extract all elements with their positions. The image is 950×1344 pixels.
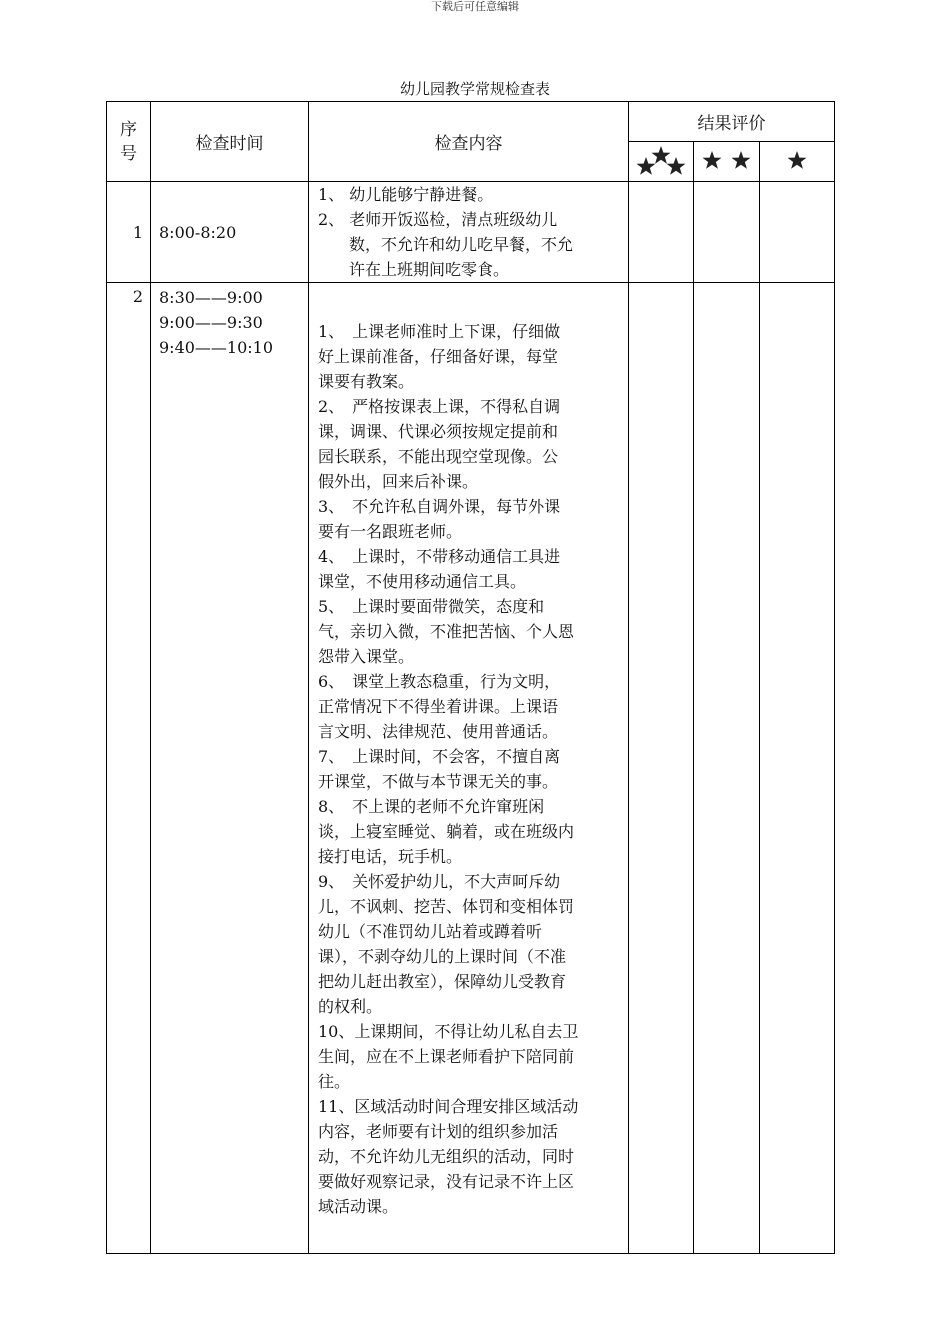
content-line: 课），不剥夺幼儿的上课时间（不准 bbox=[318, 947, 567, 966]
content-line: 数，不允许和幼儿吃早餐，不允 bbox=[349, 235, 574, 254]
content-line: 开课堂，不做与本节课无关的事。 bbox=[318, 772, 559, 791]
content-line: 域活动课。 bbox=[318, 1197, 399, 1216]
content-line: 课堂，不使用移动通信工具。 bbox=[318, 572, 527, 591]
content-line: 生间，应在不上课老师看护下陪同前 bbox=[318, 1047, 575, 1066]
content-line: 把幼儿赶出教室），保障幼儿受教育 bbox=[318, 972, 567, 991]
content-line: 1、 幼儿能够宁静进餐。 bbox=[318, 185, 494, 204]
content-line: 10、上课期间，不得让幼儿私自去卫 bbox=[318, 1022, 579, 1041]
content-line: 内容，老师要有计划的组织参加活 bbox=[318, 1122, 559, 1141]
content-line: 许在上班期间吃零食。 bbox=[349, 260, 510, 279]
content-line: 幼儿（不准罚幼儿站着或蹲着听 bbox=[318, 922, 543, 941]
rating-one-star bbox=[760, 142, 835, 182]
content-line: 8、 不上课的老师不允许窜班闲 bbox=[318, 797, 545, 816]
content-line: 好上课前准备，仔细备好课，每堂 bbox=[318, 347, 559, 366]
rating-cell[interactable] bbox=[760, 283, 835, 1254]
rating-cell[interactable] bbox=[760, 182, 835, 283]
header-content: 检查内容 bbox=[309, 102, 629, 182]
one-star-icon bbox=[785, 148, 809, 172]
content-line: 气，亲切入微，不准把苦恼、个人恩 bbox=[318, 622, 575, 641]
header-seq-line1: 序 bbox=[120, 119, 137, 140]
content-line: 3、 不允许私自调外课，每节外课 bbox=[318, 497, 561, 516]
row-time bbox=[151, 283, 309, 1254]
content-line: 的权利。 bbox=[318, 997, 383, 1016]
time-line: 8:30——9:00 bbox=[159, 288, 263, 307]
content-line: 2、 严格按课表上课，不得私自调 bbox=[318, 397, 561, 416]
header-note: 下载后可任意编辑 bbox=[431, 0, 519, 13]
time-line: 8:00-8:20 bbox=[159, 222, 237, 242]
content-line: 课要有教案。 bbox=[318, 372, 415, 391]
header-seq bbox=[107, 102, 151, 182]
content-line: 谈，上寝室睡觉、躺着，或在班级内 bbox=[318, 822, 575, 841]
row-content bbox=[309, 182, 629, 283]
rating-cell[interactable] bbox=[629, 283, 694, 1254]
content-line: 要做好观察记录，没有记录不许上区 bbox=[318, 1172, 575, 1191]
two-stars-icon bbox=[700, 148, 754, 172]
content-line: 怨带入课堂。 bbox=[318, 647, 415, 666]
content-line: 6、 课堂上教态稳重，行为文明， bbox=[318, 672, 561, 691]
content-line: 儿，不讽刺、挖苦、体罚和变相体罚 bbox=[318, 897, 575, 916]
header-time: 检查时间 bbox=[151, 102, 309, 182]
row-content bbox=[309, 283, 629, 1254]
rating-cell[interactable] bbox=[694, 283, 760, 1254]
document-title: 幼儿园教学常规检查表 bbox=[399, 80, 550, 98]
rating-cell[interactable] bbox=[694, 182, 760, 283]
content-line: 园长联系，不能出现空堂现像。公 bbox=[318, 447, 559, 466]
content-line: 1、 上课老师准时上下课，仔细做 bbox=[318, 322, 561, 341]
three-stars-icon bbox=[635, 144, 687, 176]
content-line: 言文明、法律规范、使用普通话。 bbox=[318, 722, 559, 741]
content-line: 动，不允许幼儿无组织的活动，同时 bbox=[318, 1147, 575, 1166]
row-seq: 2 bbox=[107, 283, 151, 1254]
row-time bbox=[151, 182, 309, 283]
content-line: 2、 老师开饭巡检，清点班级幼儿 bbox=[318, 210, 558, 229]
content-line: 11、区域活动时间合理安排区域活动 bbox=[318, 1097, 579, 1116]
content-line: 正常情况下不得坐着讲课。上课语 bbox=[318, 697, 559, 716]
content-line: 要有一名跟班老师。 bbox=[318, 522, 463, 541]
rating-two-stars bbox=[694, 142, 760, 182]
content-line: 7、 上课时间，不会客，不擅自离 bbox=[318, 747, 561, 766]
content-line: 假外出，回来后补课。 bbox=[318, 472, 479, 491]
content-line: 往。 bbox=[318, 1072, 351, 1091]
content-line: 课，调课、代课必须按规定提前和 bbox=[318, 422, 559, 441]
rating-cell[interactable] bbox=[629, 182, 694, 283]
header-seq-line2: 号 bbox=[120, 143, 137, 164]
table-row bbox=[107, 283, 835, 1254]
content-line: 接打电话，玩手机。 bbox=[318, 847, 463, 866]
header-result: 结果评价 bbox=[629, 102, 835, 142]
time-line: 9:40——10:10 bbox=[159, 338, 274, 357]
time-line: 9:00——9:30 bbox=[159, 313, 263, 332]
row-seq: 1 bbox=[107, 182, 151, 283]
inspection-table bbox=[106, 101, 835, 1254]
content-line: 4、 上课时，不带移动通信工具进 bbox=[318, 547, 561, 566]
rating-three-stars bbox=[629, 142, 694, 182]
table-row bbox=[107, 182, 835, 283]
content-line: 9、 关怀爱护幼儿，不大声呵斥幼 bbox=[318, 872, 561, 891]
content-line: 5、 上课时要面带微笑，态度和 bbox=[318, 597, 545, 616]
